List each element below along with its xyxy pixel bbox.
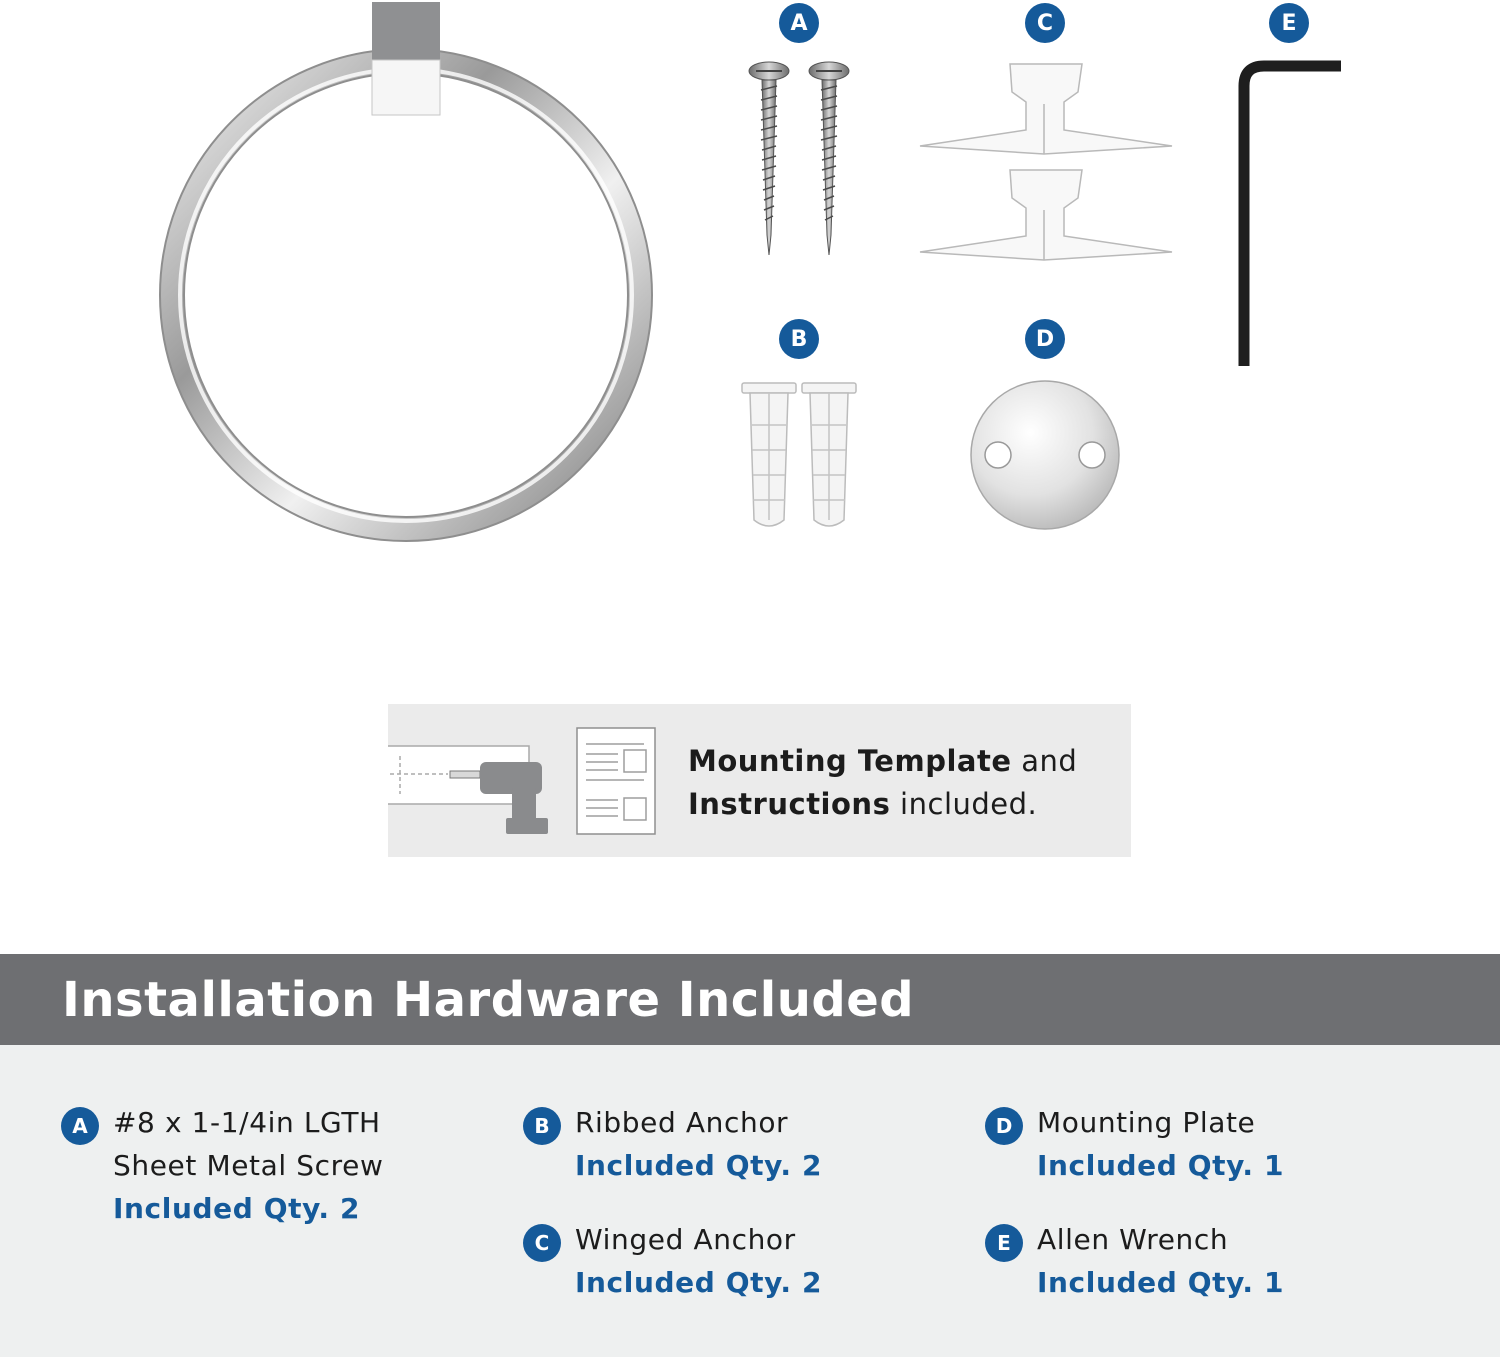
screw-icon (809, 62, 849, 255)
mounting-plate-icon (971, 381, 1119, 529)
item-badge-a: A (61, 1107, 99, 1145)
hardware-item-name: Ribbed Anchor (575, 1106, 789, 1139)
template-bold-1: Mounting Template (688, 744, 1012, 778)
hardware-illustration (0, 0, 1500, 660)
hardware-item-name: #8 x 1-1/4in LGTH (113, 1106, 381, 1139)
template-rest-2: included. (890, 787, 1038, 821)
hardware-item-text (113, 1101, 383, 1230)
part-badge-e: E (1269, 3, 1309, 43)
hardware-item-text (575, 1101, 822, 1187)
template-drill-icon (388, 704, 678, 857)
part-badge-a: A (779, 3, 819, 43)
ribbed-anchor-icon (742, 383, 856, 526)
hardware-item-qty: Included Qty. 2 (113, 1192, 361, 1225)
hardware-item-name: Allen Wrench (1037, 1223, 1229, 1256)
template-note (688, 740, 1077, 826)
hardware-item-text (1037, 1218, 1284, 1304)
item-badge-c: C (523, 1224, 561, 1262)
section-banner (0, 954, 1500, 1045)
hardware-item-text (1037, 1101, 1284, 1187)
allen-wrench-icon (1244, 66, 1341, 366)
hardware-item-qty: Included Qty. 1 (1037, 1149, 1285, 1182)
hardware-item-text (575, 1218, 822, 1304)
screw-icon (749, 62, 789, 255)
template-rest-1: and (1011, 744, 1078, 778)
hardware-item-qty: Included Qty. 2 (575, 1266, 823, 1299)
item-badge-b: B (523, 1107, 561, 1145)
hardware-item-qty: Included Qty. 1 (1037, 1266, 1285, 1299)
item-badge-d: D (985, 1107, 1023, 1145)
mounting-template-callout (388, 704, 1131, 857)
hardware-item-name: Mounting Plate (1037, 1106, 1256, 1139)
hardware-item-name: Winged Anchor (575, 1223, 796, 1256)
hardware-item-name-2: Sheet Metal Screw (113, 1149, 384, 1182)
part-badge-b: B (779, 319, 819, 359)
hardware-list (0, 1045, 1500, 1357)
towel-ring-icon (172, 2, 640, 529)
item-badge-e: E (985, 1224, 1023, 1262)
hardware-item-qty: Included Qty. 2 (575, 1149, 823, 1182)
winged-anchor-icon (920, 64, 1172, 260)
part-badge-c: C (1025, 3, 1065, 43)
part-badge-d: D (1025, 319, 1065, 359)
section-title: Installation Hardware Included (62, 972, 915, 1028)
template-bold-2: Instructions (688, 787, 891, 821)
